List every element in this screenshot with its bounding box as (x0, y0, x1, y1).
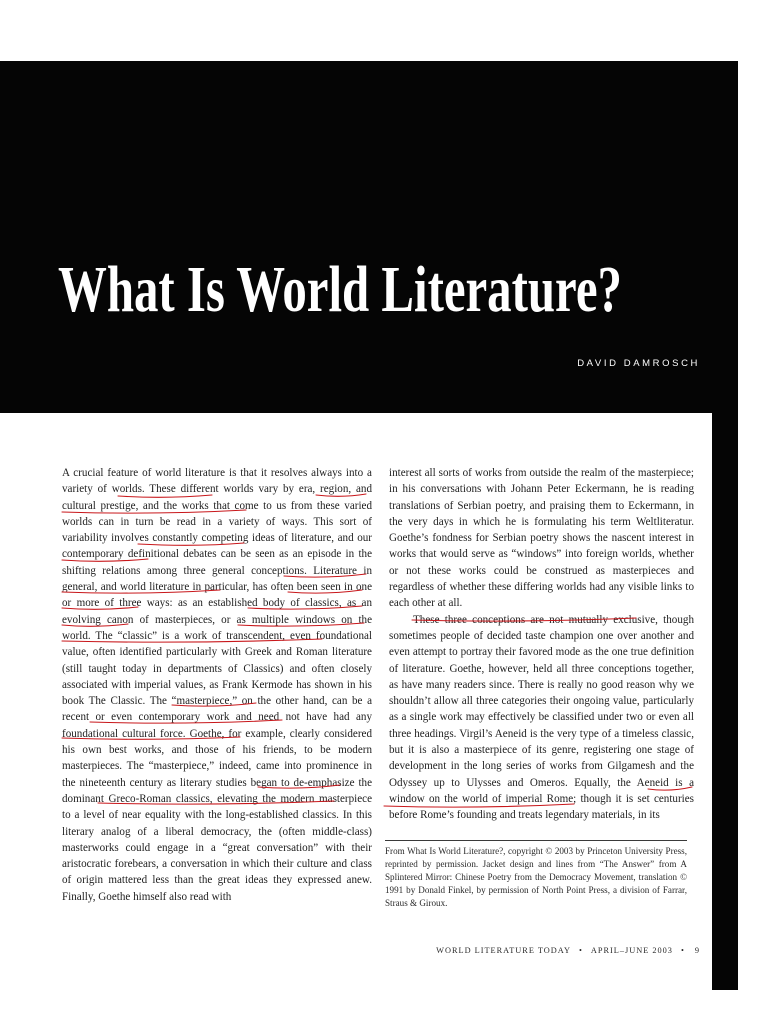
journal-name: WORLD LITERATURE TODAY (436, 946, 571, 955)
right-edge-bar (712, 61, 738, 990)
article-title: What Is World Literature? (58, 253, 622, 326)
page-footer (430, 946, 700, 955)
left-paragraph-1: A crucial feature of world literature is that it resolves always into a variety of worlds. These different worlds vary by era, region, and cultural prestige, and the works that come to us from these varied worlds can in turn be read in a variety of ways. This sort of variability involves constantly competing ideas of literature, and our contemporary definitional debates can be seen as an episode in the shifting relations among three general conceptions. Literature in general, and world literature in particular, has often been seen in one or more of three ways: as an established body of classics, as an evolving canon of masterpieces, or as multiple windows on the world. The “classic” is a work of transcendent, even foundational value, often identified particularly with Greek and Roman literature (still taught today in departments of Classics) and often closely associated with imperial values, as Frank Kermode has shown in his book The Classic. The “masterpiece,” on the other hand, can be a recent or even contemporary work and need not have had any foundational cultural force. Goethe, for example, clearly considered his own best works, and those of his friends, to be modern masterpieces. The “masterpiece,” indeed, came into prominence in the nineteenth century as literary studies began to de-emphasize the dominant Greco-Roman classics, elevating the modern masterpiece to a level of near equality with the long-established classics. In this literary analog of a liberal democracy, the (often middle-class) masterworks could engage in a “great conversation” with their aristocratic forebears, a conversation in which their culture and class of origin mattered less than the great ideas they expressed anew. Finally, Goethe himself also read with (62, 467, 372, 903)
right-paragraph-2: These three conceptions are not mutually exclusive, though sometimes people of decided taste champion one over another and even attempt to portray their favored mode as the one true definition of literature. Goethe, however, held all three conceptions together, as have many readers since. There is really no good reason why we shouldn’t allow all three categories their ongoing value, particularly as a single work may effectively be classified under two or even all three headings. Virgil’s Aeneid is the very type of a timeless classic, but it is also a masterpiece of its genre, registering one stage of development in the long series of works from Gilgamesh and the Odyssey up to Ulysses and Omeros. Equally, the Aeneid is a window on the world of imperial Rome; though it is set centuries before Rome’s founding and treats legendary materials, in its (389, 613, 694, 822)
right-column (389, 465, 694, 824)
left-column (62, 465, 372, 905)
footer-bullet: • (578, 946, 583, 955)
footer-bullet: • (680, 946, 685, 955)
page-number: 9 (694, 946, 700, 955)
credit-rule (385, 840, 687, 841)
issue-date: APRIL–JUNE 2003 (590, 946, 673, 955)
credit-note: From What Is World Literature?, copyright © 2003 by Princeton University Press, reprinted by permission. Jacket design and lines from “The Answer” from A Splintered Mirror: Chinese Poetry from the Democracy Movement, translation © 1991 by Donald Finkel, by permission of North Point Press, a division of Farrar, Straus & Giroux. (385, 846, 687, 908)
right-paragraph-1: interest all sorts of works from outside the realm of the masterpiece; in his conversations with Johann Peter Eckermann, he is reading translations of Serbian poetry, and praising them to Eckermann, in the very days in which he is formulating his term Weltliteratur. Goethe’s fondness for Serbian poetry shows the nascent interest in works that would serve as “windows” into foreign worlds, whether or not these works could be construed as masterpieces and regardless of whether these differing worlds had any visible links to each other at all. (389, 467, 694, 610)
author-name: DAVID DAMROSCH (577, 358, 700, 369)
